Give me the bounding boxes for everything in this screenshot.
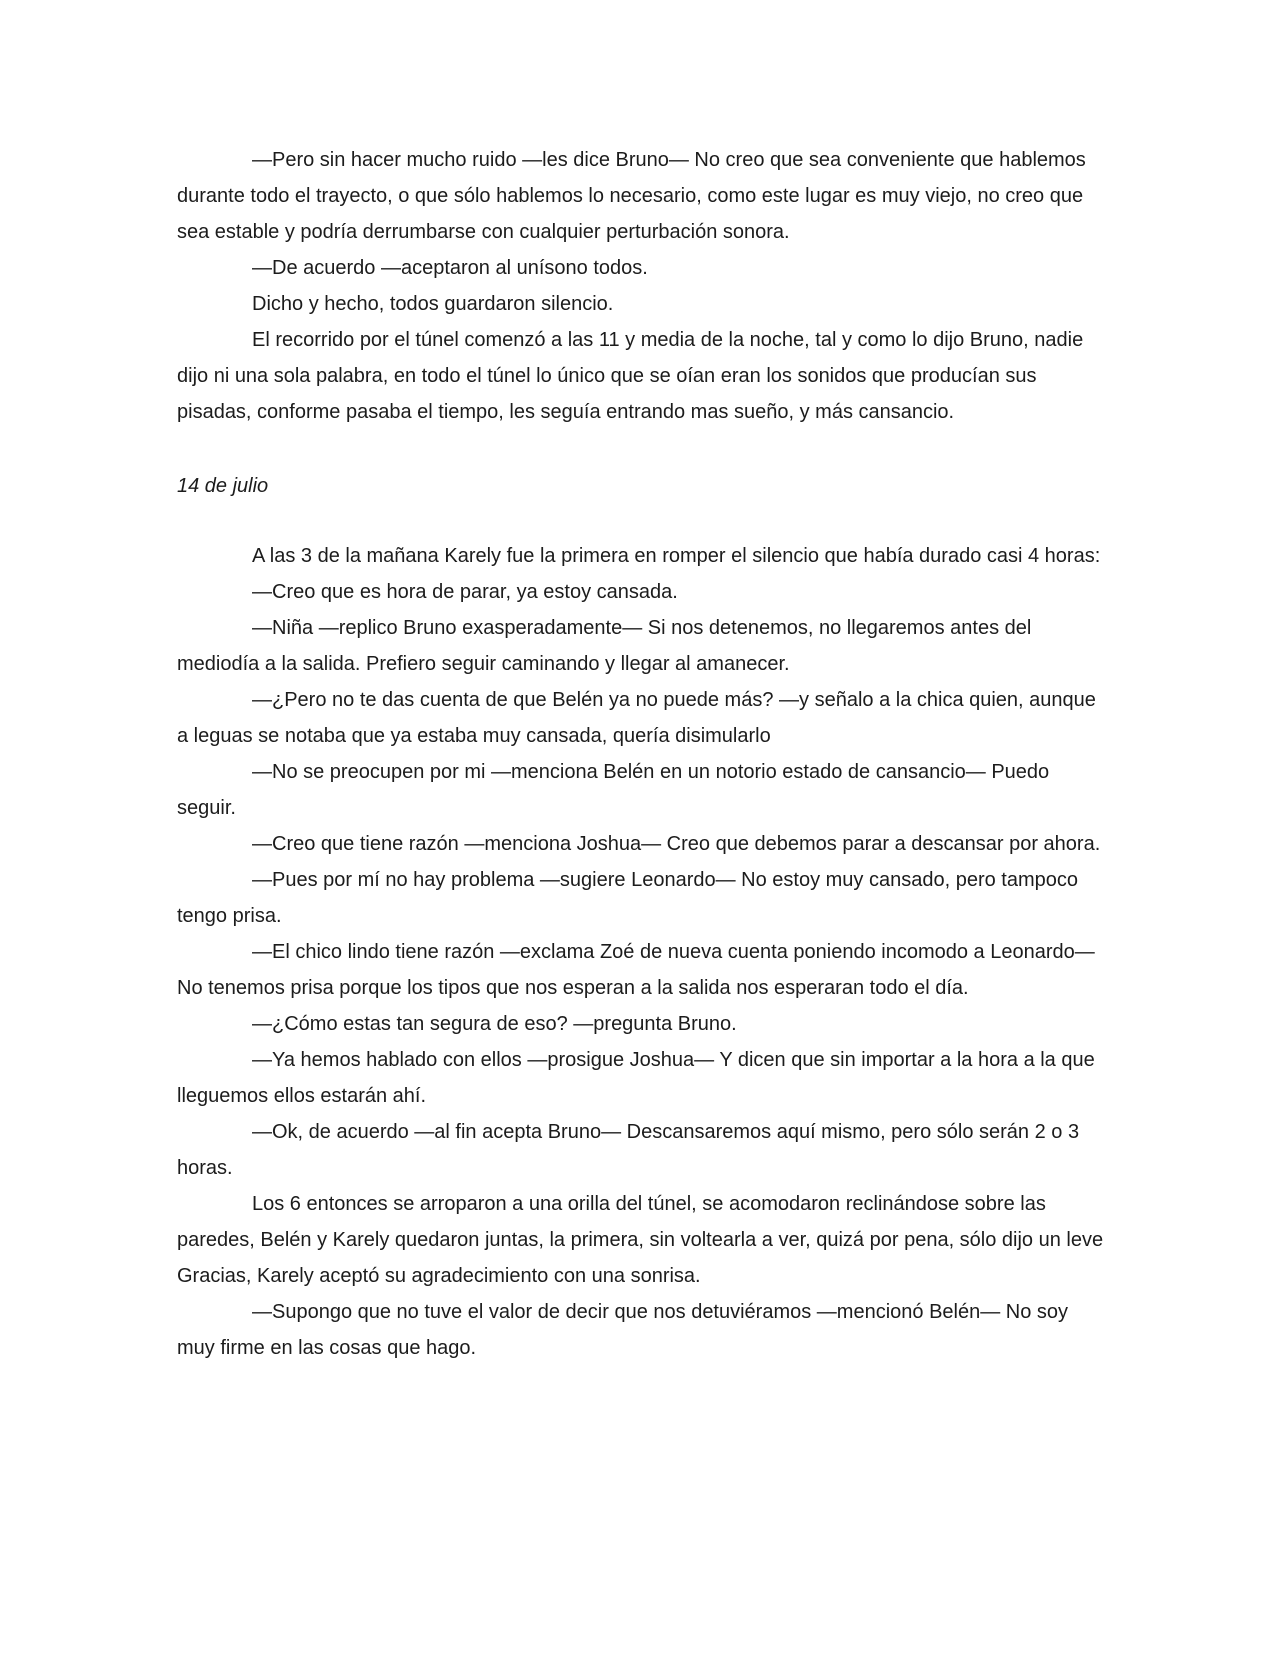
paragraph: —De acuerdo —aceptaron al unísono todos. <box>252 257 648 279</box>
date-heading: 14 de julio <box>177 475 269 497</box>
paragraph: —Niña —replico Bruno exasperadamente— Si nos detenemos, no llegaremos antes del mediodía a la salida. Prefiero seguir caminando y llegar al amanecer. <box>177 617 1032 675</box>
paragraph: —¿Pero no te das cuenta de que Belén ya no puede más? —y señalo a la chica quien, aunque a leguas se notaba que ya estaba muy cansada, quería disimularlo <box>177 689 1096 747</box>
paragraph: —El chico lindo tiene razón —exclama Zoé de nueva cuenta poniendo incomodo a Leonardo— No tenemos prisa porque los tipos que nos esperan a la salida nos esperaran todo el día. <box>177 941 1095 999</box>
paragraph: —No se preocupen por mi —menciona Belén en un notorio estado de cansancio— Puedo seguir. <box>177 761 1050 819</box>
paragraph: —Creo que tiene razón —menciona Joshua— Creo que debemos parar a descansar por ahora. <box>252 833 1101 855</box>
paragraph: —¿Cómo estas tan segura de eso? —pregunta Bruno. <box>252 1013 737 1035</box>
paragraph: —Creo que es hora de parar, ya estoy cansada. <box>252 581 678 603</box>
text-section-after-date <box>177 538 1107 1366</box>
paragraph: —Pero sin hacer mucho ruido —les dice Bruno— No creo que sea conveniente que hablemos durante todo el trayecto, o que sólo hablemos lo necesario, como este lugar es muy viejo, no creo que sea estable y podría derrumbarse con cualquier perturbación sonora. <box>177 149 1086 243</box>
paragraph: —Supongo que no tuve el valor de decir que nos detuviéramos —mencionó Belén— No soy muy firme en las cosas que hago. <box>177 1301 1069 1359</box>
paragraph: —Ya hemos hablado con ellos —prosigue Joshua— Y dicen que sin importar a la hora a la que lleguemos ellos estarán ahí. <box>177 1049 1095 1107</box>
paragraph: El recorrido por el túnel comenzó a las 11 y media de la noche, tal y como lo dijo Bruno, nadie dijo ni una sola palabra, en todo el túnel lo único que se oían eran los sonidos que producían sus pisadas, conforme pasaba el tiempo, les seguía entrando mas sueño, y más cansancio. <box>177 329 1084 423</box>
paragraph: —Ok, de acuerdo —al fin acepta Bruno— Descansaremos aquí mismo, pero sólo serán 2 o 3 horas. <box>177 1121 1080 1179</box>
paragraph: Los 6 entonces se arroparon a una orilla del túnel, se acomodaron reclinándose sobre las paredes, Belén y Karely quedaron juntas, la primera, sin voltearla a ver, quizá por pena, sólo dijo un leve Gracias, Karely aceptó su agradecimiento con una sonrisa. <box>177 1193 1104 1287</box>
text-section-before-date <box>177 142 1107 430</box>
paragraph: Dicho y hecho, todos guardaron silencio. <box>252 293 614 315</box>
paragraph: A las 3 de la mañana Karely fue la primera en romper el silencio que había durado casi 4 horas: <box>252 545 1101 567</box>
paragraph: —Pues por mí no hay problema —sugiere Leonardo— No estoy muy cansado, pero tampoco tengo prisa. <box>177 869 1078 927</box>
